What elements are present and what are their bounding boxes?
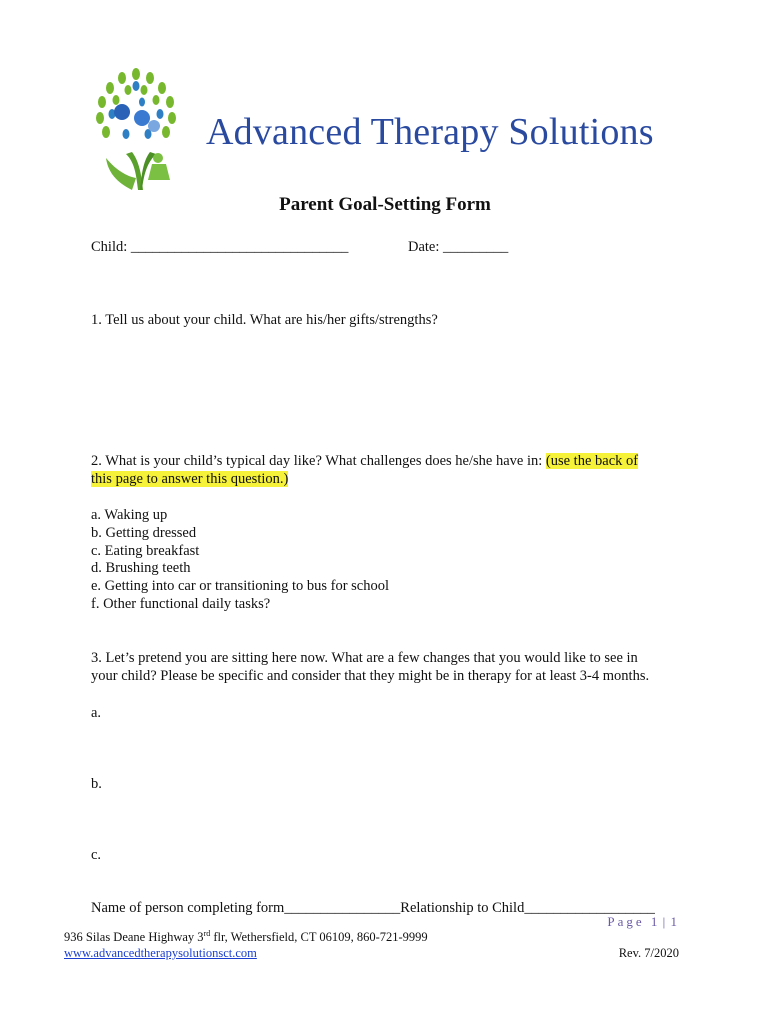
q3-item-b: b. xyxy=(91,776,102,792)
q3-item-c: c. xyxy=(91,847,102,863)
question-3-line-2: your child? Please be specific and consider that they might be in therapy for at least 3-4 months. xyxy=(91,668,650,684)
brand-name: Advanced Therapy Solutions xyxy=(206,111,654,153)
page-value: 1 | 1 xyxy=(650,914,678,929)
address-end: flr, Wethersfield, CT 06109, 860-721-9999 xyxy=(210,930,428,945)
form-title: Parent Goal-Setting Form xyxy=(279,194,491,215)
q3-item-a: a. xyxy=(91,705,102,721)
q2-item-e: e. Getting into car or transitioning to bus for school xyxy=(91,578,390,594)
page-number xyxy=(607,914,678,930)
question-2-text: 2. What is your child’s typical day like? What challenges does he/she have in: xyxy=(91,453,546,469)
page-label: Page xyxy=(607,914,645,929)
q2-item-b: b. Getting dressed xyxy=(91,525,197,541)
website-link[interactable]: www.advancedtherapysolutionsct.com xyxy=(64,946,257,960)
question-2-highlight: (use the back of xyxy=(545,453,639,469)
question-2-line-1 xyxy=(91,452,638,470)
footer-address xyxy=(64,929,428,945)
completion-line[interactable]: Name of person completing form________________Relationship to Child__________________ xyxy=(91,900,655,916)
q2-item-c: c. Eating breakfast xyxy=(91,543,200,559)
address-start: 936 Silas Deane Highway 3 xyxy=(64,930,204,945)
q2-item-a: a. Waking up xyxy=(91,507,168,523)
q2-item-d: d. Brushing teeth xyxy=(91,560,191,576)
question-2-highlight-cont: this page to answer this question.) xyxy=(91,471,289,487)
revision: Rev. 7/2020 xyxy=(618,946,679,960)
question-1: 1. Tell us about your child. What are his/her gifts/strengths? xyxy=(91,312,438,328)
q2-item-f: f. Other functional daily tasks? xyxy=(91,596,271,612)
date-field[interactable]: Date: _________ xyxy=(408,239,509,255)
question-2-line-2 xyxy=(91,470,288,488)
address-sup: rd xyxy=(203,929,211,938)
question-3-line-1: 3. Let’s pretend you are sitting here now. What are a few changes that you would like to see in xyxy=(91,650,638,666)
child-field[interactable]: Child: ______________________________ xyxy=(91,239,349,255)
logo-tree-icon xyxy=(86,62,186,192)
